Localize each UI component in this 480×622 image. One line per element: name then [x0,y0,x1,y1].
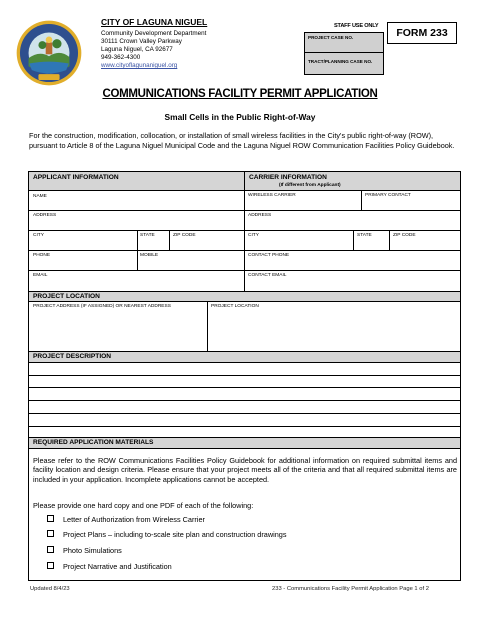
applicant-state-field[interactable]: STATE [140,233,155,238]
project-address-field[interactable]: PROJECT ADDRESS (IF ASSIGNED) OR NEAREST ADDRESS [33,304,171,309]
carrier-state-field[interactable]: STATE [357,233,372,238]
page-subtitle: Small Cells in the Public Right-of-Way [164,112,316,122]
applicant-name-field[interactable]: NAME [33,194,47,199]
tract-case-field[interactable]: TRACT/PLANNING CASE NO. [308,59,373,64]
applicant-header: APPLICANT INFORMATION [33,174,119,181]
city-name: CITY OF LAGUNA NIGUEL [101,17,208,27]
checkbox-icon[interactable] [47,546,54,553]
carrier-subheader: (If different from Applicant) [279,183,341,188]
applicant-email-field[interactable]: EMAIL [33,273,48,278]
materials-paragraph: Please refer to the ROW Communications Facilities Policy Guidebook for additional information on required submittal items and facility location and design criteria. Please ensure that your project meets all of the criteria and that all required submittal items are included in your application. Incomplete applications cannot be accepted. [33,456,457,484]
intro-paragraph: For the construction, modification, collocation, or installation of small wireless facilities in the City's public right-of-way (ROW), pursuant to Article 8 of the Laguna Niguel Municipal Code and the Laguna Niguel ROW Communication Facilities Policy Guidebook. [29,131,455,150]
contact-phone-field[interactable]: CONTACT PHONE [248,253,290,258]
carrier-address-field[interactable]: ADDRESS [248,213,272,218]
checkbox-icon[interactable] [47,515,54,522]
checklist-item[interactable]: Project Narrative and Justification [47,562,172,571]
project-location-field[interactable]: PROJECT LOCATION [211,304,259,309]
project-description-header: PROJECT DESCRIPTION [33,353,112,360]
city-state-zip: Laguna Niguel, CA 92677 [101,46,173,53]
project-location-header: PROJECT LOCATION [33,293,100,300]
department-name: Community Development Department [101,30,207,37]
applicant-mobile-field[interactable]: MOBILE [140,253,159,258]
page-title: COMMUNICATIONS FACILITY PERMIT APPLICATION [102,88,378,100]
street-address: 30111 Crown Valley Parkway [101,38,182,45]
primary-contact-field[interactable]: PRIMARY CONTACT [365,193,411,198]
staff-use-box [304,32,384,75]
footer-page-info: 233 - Communications Facility Permit Application Page 1 of 2 [272,586,429,592]
carrier-zip-field[interactable]: ZIP CODE [393,233,416,238]
city-website-link[interactable]: www.cityoflagunaniguel.org [101,62,178,69]
applicant-city-field[interactable]: CITY [33,233,44,238]
checkbox-icon[interactable] [47,530,54,537]
checkbox-icon[interactable] [47,562,54,569]
project-description-lines[interactable] [29,363,460,437]
wireless-carrier-field[interactable]: WIRELESS CARRIER [248,193,296,198]
checklist-item[interactable]: Project Plans – including to-scale site plan and construction drawings [47,530,287,539]
applicant-phone-field[interactable]: PHONE [33,253,51,258]
applicant-address-field[interactable]: ADDRESS [33,213,57,218]
form-number-badge: FORM 233 [387,22,457,44]
project-case-field[interactable]: PROJECT CASE NO. [305,33,383,53]
checklist-item[interactable]: Photo Simulations [47,546,122,555]
carrier-city-field[interactable]: CITY [248,233,259,238]
required-materials-header: REQUIRED APPLICATION MATERIALS [33,439,154,446]
contact-email-field[interactable]: CONTACT EMAIL [248,273,287,278]
staff-use-label: STAFF USE ONLY [334,23,379,29]
checklist-item[interactable]: Letter of Authorization from Wireless Carrier [47,515,205,524]
footer-updated-date: Updated 8/4/23 [30,586,70,592]
city-phone: 949-362-4300 [101,54,141,61]
materials-instruction: Please provide one hard copy and one PDF of each of the following: [33,501,254,510]
application-form-grid [28,171,461,581]
city-seal-logo [16,20,82,86]
applicant-zip-field[interactable]: ZIP CODE [173,233,196,238]
carrier-header: CARRIER INFORMATION [249,174,327,181]
